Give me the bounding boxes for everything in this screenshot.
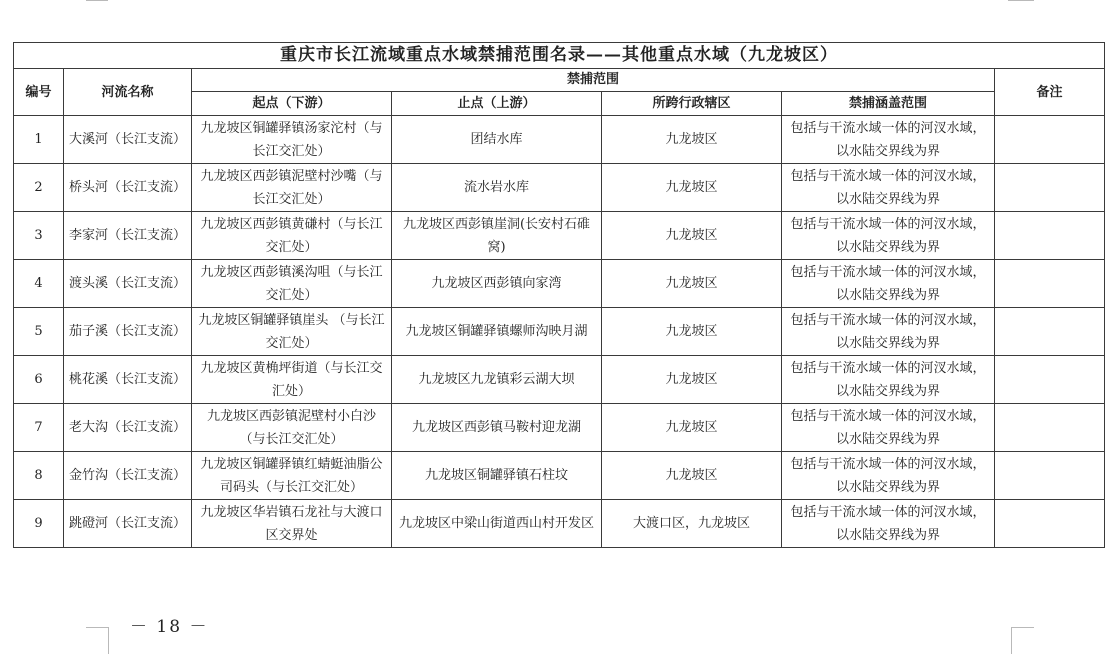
- row-start: 九龙坡区西彭镇泥壁村沙嘴（与长江交汇处）: [192, 164, 392, 212]
- row-river-name: 桥头河（长江支流）: [64, 164, 192, 212]
- row-number: 9: [14, 500, 64, 548]
- row-coverage: 包括与干流水域一体的河汊水域，以水陆交界线为界: [782, 356, 995, 404]
- row-coverage: 包括与干流水域一体的河汊水域，以水陆交界线为界: [782, 500, 995, 548]
- table-title: 重庆市长江流域重点水域禁捕范围名录——其他重点水域（九龙坡区）: [14, 43, 1105, 69]
- row-end: 流水岩水库: [392, 164, 602, 212]
- table-row: [14, 452, 1105, 500]
- row-start: 九龙坡区铜罐驿镇红蜻蜓油脂公司码头（与长江交汇处）: [192, 452, 392, 500]
- header-remarks: 备注: [995, 69, 1105, 116]
- row-number: 4: [14, 260, 64, 308]
- header-range: 禁捕范围: [192, 69, 995, 92]
- row-end: 九龙坡区西彭镇马鞍村迎龙湖: [392, 404, 602, 452]
- row-remarks: [995, 356, 1105, 404]
- row-river-name: 茄子溪（长江支流）: [64, 308, 192, 356]
- row-number: 7: [14, 404, 64, 452]
- crop-mark-top-left: [86, 0, 108, 2]
- row-district: 九龙坡区: [602, 212, 782, 260]
- row-remarks: [995, 116, 1105, 164]
- table-row: [14, 308, 1105, 356]
- row-remarks: [995, 308, 1105, 356]
- row-district: 九龙坡区: [602, 116, 782, 164]
- row-start: 九龙坡区西彭镇黄磏村（与长江交汇处）: [192, 212, 392, 260]
- row-river-name: 李家河（长江支流）: [64, 212, 192, 260]
- row-river-name: 渡头溪（长江支流）: [64, 260, 192, 308]
- header-number: 编号: [14, 69, 64, 116]
- row-district: 大渡口区，九龙坡区: [602, 500, 782, 548]
- row-remarks: [995, 212, 1105, 260]
- row-end: 九龙坡区西彭镇向家湾: [392, 260, 602, 308]
- row-remarks: [995, 260, 1105, 308]
- table-row: [14, 260, 1105, 308]
- row-start: 九龙坡区黄桷坪街道（与长江交汇处）: [192, 356, 392, 404]
- row-coverage: 包括与干流水域一体的河汊水域，以水陆交界线为界: [782, 260, 995, 308]
- row-end: 九龙坡区中梁山街道西山村开发区: [392, 500, 602, 548]
- row-end: 九龙坡区铜罐驿镇螺师沟映月湖: [392, 308, 602, 356]
- table-row: [14, 500, 1105, 548]
- page-number: － 18 －: [130, 617, 209, 637]
- row-river-name: 跳磴河（长江支流）: [64, 500, 192, 548]
- row-district: 九龙坡区: [602, 404, 782, 452]
- row-end: 九龙坡区九龙镇彩云湖大坝: [392, 356, 602, 404]
- row-start: 九龙坡区铜罐驿镇汤家沱村（与长江交汇处）: [192, 116, 392, 164]
- row-coverage: 包括与干流水域一体的河汊水域，以水陆交界线为界: [782, 212, 995, 260]
- header-start: 起点（下游）: [192, 92, 392, 116]
- header-district: 所跨行政辖区: [602, 92, 782, 116]
- header-river-name: 河流名称: [64, 69, 192, 116]
- crop-mark-top-right: [1008, 0, 1034, 2]
- row-remarks: [995, 404, 1105, 452]
- row-river-name: 老大沟（长江支流）: [64, 404, 192, 452]
- row-start: 九龙坡区西彭镇溪沟咀（与长江交汇处）: [192, 260, 392, 308]
- row-number: 3: [14, 212, 64, 260]
- row-end: 团结水库: [392, 116, 602, 164]
- row-coverage: 包括与干流水域一体的河汊水域，以水陆交界线为界: [782, 116, 995, 164]
- row-start: 九龙坡区铜罐驿镇崖头 （与长江交汇处）: [192, 308, 392, 356]
- table-row: [14, 164, 1105, 212]
- row-end: 九龙坡区西彭镇崖洞(长安村石碓窝): [392, 212, 602, 260]
- row-district: 九龙坡区: [602, 164, 782, 212]
- table-row: [14, 404, 1105, 452]
- row-coverage: 包括与干流水域一体的河汊水域，以水陆交界线为界: [782, 404, 995, 452]
- row-coverage: 包括与干流水域一体的河汊水域，以水陆交界线为界: [782, 452, 995, 500]
- row-river-name: 金竹沟（长江支流）: [64, 452, 192, 500]
- row-coverage: 包括与干流水域一体的河汊水域，以水陆交界线为界: [782, 164, 995, 212]
- row-number: 8: [14, 452, 64, 500]
- table-row: [14, 356, 1105, 404]
- row-river-name: 桃花溪（长江支流）: [64, 356, 192, 404]
- header-coverage: 禁捕涵盖范围: [782, 92, 995, 116]
- table-row: [14, 212, 1105, 260]
- row-start: 九龙坡区华岩镇石龙社与大渡口区交界处: [192, 500, 392, 548]
- row-district: 九龙坡区: [602, 356, 782, 404]
- row-district: 九龙坡区: [602, 452, 782, 500]
- fishing-ban-table: [13, 42, 1105, 548]
- row-district: 九龙坡区: [602, 308, 782, 356]
- row-river-name: 大溪河（长江支流）: [64, 116, 192, 164]
- row-end: 九龙坡区铜罐驿镇石柱坟: [392, 452, 602, 500]
- row-remarks: [995, 164, 1105, 212]
- crop-mark-bottom-right: [1011, 627, 1034, 654]
- row-number: 2: [14, 164, 64, 212]
- row-remarks: [995, 452, 1105, 500]
- row-start: 九龙坡区西彭镇泥壁村小白沙 （与长江交汇处）: [192, 404, 392, 452]
- row-remarks: [995, 500, 1105, 548]
- header-end: 止点（上游）: [392, 92, 602, 116]
- row-district: 九龙坡区: [602, 260, 782, 308]
- table-row: [14, 116, 1105, 164]
- crop-mark-bottom-left: [86, 627, 109, 654]
- row-number: 6: [14, 356, 64, 404]
- row-number: 5: [14, 308, 64, 356]
- row-number: 1: [14, 116, 64, 164]
- row-coverage: 包括与干流水域一体的河汊水域，以水陆交界线为界: [782, 308, 995, 356]
